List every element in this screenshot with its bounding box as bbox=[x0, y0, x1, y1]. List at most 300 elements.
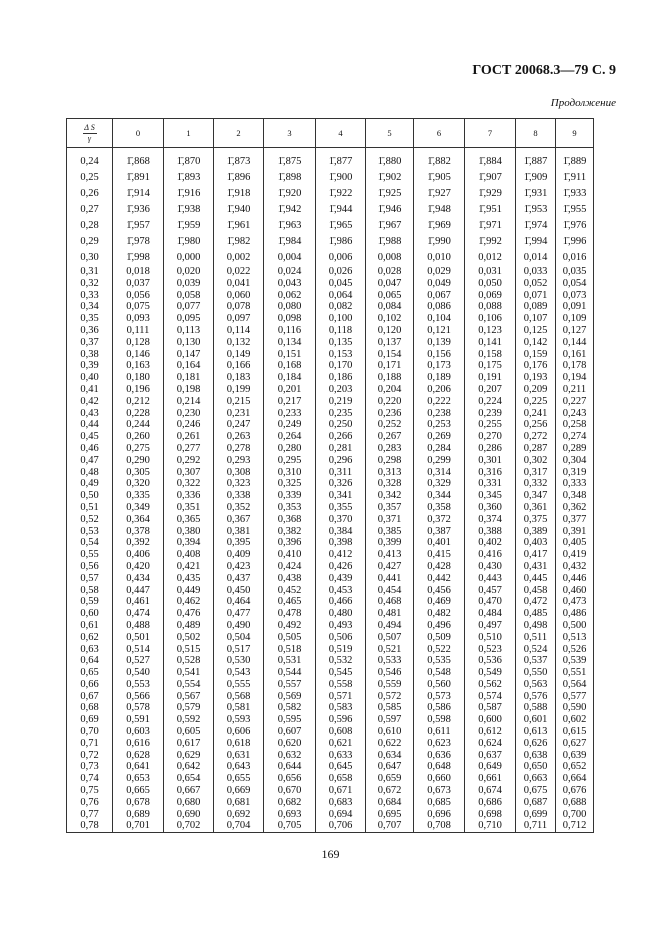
table-cell: 0,156 bbox=[414, 349, 465, 361]
table-cell: 0,462 bbox=[164, 596, 214, 608]
table-cell: 0,480 bbox=[316, 608, 366, 620]
row-key: 0,73 bbox=[67, 761, 113, 773]
table-row bbox=[67, 667, 594, 679]
row-key: 0,56 bbox=[67, 561, 113, 573]
table-cell: 0,183 bbox=[214, 372, 264, 384]
table-cell: 0,097 bbox=[214, 313, 264, 325]
row-key: 0,53 bbox=[67, 526, 113, 538]
table-row bbox=[67, 620, 594, 632]
row-key: 0,47 bbox=[67, 455, 113, 467]
table-cell: 1̄,936 bbox=[113, 202, 164, 218]
table-cell: 0,186 bbox=[316, 372, 366, 384]
table-cell: 0,707 bbox=[366, 820, 414, 832]
table-cell: 0,430 bbox=[465, 561, 516, 573]
table-cell: 0,258 bbox=[556, 419, 594, 431]
table-cell: 1̄,955 bbox=[556, 202, 594, 218]
table-cell: 0,678 bbox=[113, 797, 164, 809]
row-key: 0,38 bbox=[67, 349, 113, 361]
table-cell: 0,267 bbox=[366, 431, 414, 443]
table-cell: 0,424 bbox=[264, 561, 316, 573]
column-header: 7 bbox=[465, 119, 516, 148]
table-cell: 0,633 bbox=[316, 750, 366, 762]
table-cell: 0,688 bbox=[556, 797, 594, 809]
table-cell: 0,080 bbox=[264, 301, 316, 313]
table-cell: 0,474 bbox=[113, 608, 164, 620]
table-cell: 0,012 bbox=[465, 250, 516, 266]
table-cell: 0,699 bbox=[516, 809, 556, 821]
table-cell: 0,247 bbox=[214, 419, 264, 431]
table-cell: 0,392 bbox=[113, 537, 164, 549]
table-cell: 0,601 bbox=[516, 714, 556, 726]
table-cell: 0,256 bbox=[516, 419, 556, 431]
table-cell: 0,173 bbox=[414, 360, 465, 372]
table-cell: 0,530 bbox=[214, 655, 264, 667]
table-cell: 0,593 bbox=[214, 714, 264, 726]
table-cell: 0,669 bbox=[214, 785, 264, 797]
row-key: 0,54 bbox=[67, 537, 113, 549]
table-cell: 0,500 bbox=[556, 620, 594, 632]
table-row bbox=[67, 632, 594, 644]
table-cell: 0,557 bbox=[264, 679, 316, 691]
table-cell: 0,490 bbox=[214, 620, 264, 632]
table-cell: 0,264 bbox=[264, 431, 316, 443]
row-key: 0,37 bbox=[67, 337, 113, 349]
table-cell: 0,241 bbox=[516, 408, 556, 420]
table-cell: 0,039 bbox=[164, 278, 214, 290]
table-cell: 1̄,982 bbox=[214, 234, 264, 250]
table-cell: 0,592 bbox=[164, 714, 214, 726]
table-cell: 0,194 bbox=[556, 372, 594, 384]
row-key: 0,24 bbox=[67, 154, 113, 170]
table-cell: 0,296 bbox=[316, 455, 366, 467]
table-cell: 0,228 bbox=[113, 408, 164, 420]
table-cell: 0,539 bbox=[556, 655, 594, 667]
table-cell: 0,504 bbox=[214, 632, 264, 644]
row-key: 0,65 bbox=[67, 667, 113, 679]
row-key: 0,59 bbox=[67, 596, 113, 608]
table-cell: 0,170 bbox=[316, 360, 366, 372]
table-cell: 0,629 bbox=[164, 750, 214, 762]
table-cell: 0,694 bbox=[316, 809, 366, 821]
table-cell: 0,544 bbox=[264, 667, 316, 679]
table-cell: 0,093 bbox=[113, 313, 164, 325]
table-cell: 0,661 bbox=[465, 773, 516, 785]
table-cell: 0,394 bbox=[164, 537, 214, 549]
table-cell: 0,528 bbox=[164, 655, 214, 667]
table-cell: 0,550 bbox=[516, 667, 556, 679]
row-key: 0,58 bbox=[67, 585, 113, 597]
table-cell: 0,320 bbox=[113, 478, 164, 490]
table-cell: 1̄,887 bbox=[516, 154, 556, 170]
table-cell: 0,344 bbox=[414, 490, 465, 502]
table-cell: 0,078 bbox=[214, 301, 264, 313]
table-cell: 0,658 bbox=[316, 773, 366, 785]
table-row bbox=[67, 170, 594, 186]
table-cell: 1̄,957 bbox=[113, 218, 164, 234]
table-cell: 0,325 bbox=[264, 478, 316, 490]
table-cell: 1̄,994 bbox=[516, 234, 556, 250]
table-cell: 0,128 bbox=[113, 337, 164, 349]
row-key: 0,52 bbox=[67, 514, 113, 526]
table-cell: 0,372 bbox=[414, 514, 465, 526]
table-cell: 0,123 bbox=[465, 325, 516, 337]
table-cell: 0,616 bbox=[113, 738, 164, 750]
table-cell: 0,349 bbox=[113, 502, 164, 514]
table-cell: 0,277 bbox=[164, 443, 214, 455]
table-cell: 0,549 bbox=[465, 667, 516, 679]
column-header: 5 bbox=[366, 119, 414, 148]
page-number: 169 bbox=[321, 847, 340, 861]
table-cell: 0,535 bbox=[414, 655, 465, 667]
table-cell: 0,505 bbox=[264, 632, 316, 644]
row-key: 0,66 bbox=[67, 679, 113, 691]
table-cell: 0,062 bbox=[264, 290, 316, 302]
table-cell: 0,368 bbox=[264, 514, 316, 526]
table-row bbox=[67, 419, 594, 431]
table-cell: 0,222 bbox=[414, 396, 465, 408]
table-cell: 1̄,884 bbox=[465, 154, 516, 170]
table-cell: 1̄,967 bbox=[366, 218, 414, 234]
table-cell: 0,246 bbox=[164, 419, 214, 431]
table-cell: 0,314 bbox=[414, 467, 465, 479]
table-cell: 0,610 bbox=[366, 726, 414, 738]
table-cell: 0,645 bbox=[316, 761, 366, 773]
table-cell: 0,577 bbox=[556, 691, 594, 703]
table-cell: 0,255 bbox=[465, 419, 516, 431]
table-cell: 0,203 bbox=[316, 384, 366, 396]
table-cell: 0,214 bbox=[164, 396, 214, 408]
table-cell: 0,510 bbox=[465, 632, 516, 644]
table-cell: 0,299 bbox=[414, 455, 465, 467]
table-cell: 0,438 bbox=[264, 573, 316, 585]
table-row bbox=[67, 785, 594, 797]
table-cell: 1̄,980 bbox=[164, 234, 214, 250]
table-cell: 0,681 bbox=[214, 797, 264, 809]
corner-top-label: Δ S bbox=[84, 122, 95, 132]
table-cell: 0,065 bbox=[366, 290, 414, 302]
table-cell: 0,181 bbox=[164, 372, 214, 384]
table-cell: 0,382 bbox=[264, 526, 316, 538]
table-row bbox=[67, 773, 594, 785]
table-cell: 1̄,877 bbox=[316, 154, 366, 170]
table-cell: 0,558 bbox=[316, 679, 366, 691]
table-row bbox=[67, 266, 594, 278]
table-cell: 0,243 bbox=[556, 408, 594, 420]
table-row bbox=[67, 761, 594, 773]
table-cell: 0,362 bbox=[556, 502, 594, 514]
table-cell: 0,024 bbox=[264, 266, 316, 278]
row-key: 0,63 bbox=[67, 644, 113, 656]
table-cell: 0,605 bbox=[164, 726, 214, 738]
table-cell: 0,680 bbox=[164, 797, 214, 809]
table-cell: 0,673 bbox=[414, 785, 465, 797]
table-cell: 1̄,953 bbox=[516, 202, 556, 218]
table-cell: 0,622 bbox=[366, 738, 414, 750]
table-cell: 0,532 bbox=[316, 655, 366, 667]
table-cell: 0,082 bbox=[316, 301, 366, 313]
table-cell: 0,482 bbox=[414, 608, 465, 620]
table-cell: 0,071 bbox=[516, 290, 556, 302]
table-cell: 0,623 bbox=[414, 738, 465, 750]
table-cell: 0,261 bbox=[164, 431, 214, 443]
table-cell: 0,149 bbox=[214, 349, 264, 361]
table-cell: 0,606 bbox=[214, 726, 264, 738]
table-cell: 0,621 bbox=[316, 738, 366, 750]
table-row bbox=[67, 431, 594, 443]
continuation-label: Продолжение bbox=[550, 97, 616, 109]
row-key: 0,26 bbox=[67, 186, 113, 202]
table-cell: 0,272 bbox=[516, 431, 556, 443]
table-cell: 0,281 bbox=[316, 443, 366, 455]
table-row bbox=[67, 408, 594, 420]
table-cell: 1̄,868 bbox=[113, 154, 164, 170]
table-cell: 0,360 bbox=[465, 502, 516, 514]
table-cell: 0,579 bbox=[164, 702, 214, 714]
table-cell: 0,572 bbox=[366, 691, 414, 703]
table-cell: 0,045 bbox=[316, 278, 366, 290]
table-cell: 0,644 bbox=[264, 761, 316, 773]
table-cell: 0,010 bbox=[414, 250, 465, 266]
table-row bbox=[67, 526, 594, 538]
table-cell: 0,037 bbox=[113, 278, 164, 290]
table-cell: 0,559 bbox=[366, 679, 414, 691]
table-cell: 0,649 bbox=[465, 761, 516, 773]
table-cell: 0,311 bbox=[316, 467, 366, 479]
table-cell: 0,711 bbox=[516, 820, 556, 832]
table-cell: 0,492 bbox=[264, 620, 316, 632]
table-cell: 0,056 bbox=[113, 290, 164, 302]
row-key: 0,39 bbox=[67, 360, 113, 372]
table-cell: 0,352 bbox=[214, 502, 264, 514]
column-header: 8 bbox=[516, 119, 556, 148]
table-cell: 0,624 bbox=[465, 738, 516, 750]
table-cell: 0,578 bbox=[113, 702, 164, 714]
table-cell: 0,341 bbox=[316, 490, 366, 502]
table-row bbox=[67, 585, 594, 597]
table-cell: 0,377 bbox=[556, 514, 594, 526]
table-cell: 1̄,916 bbox=[164, 186, 214, 202]
table-cell: 0,465 bbox=[264, 596, 316, 608]
row-key: 0,44 bbox=[67, 419, 113, 431]
table-row bbox=[67, 502, 594, 514]
row-key: 0,76 bbox=[67, 797, 113, 809]
table-cell: 0,391 bbox=[556, 526, 594, 538]
table-cell: 0,298 bbox=[366, 455, 414, 467]
table-cell: 0,636 bbox=[414, 750, 465, 762]
table-cell: 0,597 bbox=[366, 714, 414, 726]
table-cell: 0,050 bbox=[465, 278, 516, 290]
table-cell: 0,674 bbox=[465, 785, 516, 797]
table-cell: 0,519 bbox=[316, 644, 366, 656]
table-cell: 0,121 bbox=[414, 325, 465, 337]
table-cell: 0,432 bbox=[556, 561, 594, 573]
table-cell: 0,543 bbox=[214, 667, 264, 679]
table-cell: 1̄,978 bbox=[113, 234, 164, 250]
table-row bbox=[67, 820, 594, 832]
row-key: 0,30 bbox=[67, 250, 113, 266]
table-cell: 1̄,925 bbox=[366, 186, 414, 202]
table-cell: 0,371 bbox=[366, 514, 414, 526]
table-cell: 0,634 bbox=[366, 750, 414, 762]
table-cell: 0,219 bbox=[316, 396, 366, 408]
table-cell: 1̄,898 bbox=[264, 170, 316, 186]
table-cell: 0,454 bbox=[366, 585, 414, 597]
table-cell: 0,008 bbox=[366, 250, 414, 266]
table-cell: 0,329 bbox=[414, 478, 465, 490]
table-cell: 0,215 bbox=[214, 396, 264, 408]
table-cell: 1̄,961 bbox=[214, 218, 264, 234]
table-cell: 0,595 bbox=[264, 714, 316, 726]
table-cell: 0,388 bbox=[465, 526, 516, 538]
table-cell: 0,204 bbox=[366, 384, 414, 396]
table-cell: 0,607 bbox=[264, 726, 316, 738]
column-header: 9 bbox=[556, 119, 594, 148]
table-cell: 0,022 bbox=[214, 266, 264, 278]
table-cell: 0,700 bbox=[556, 809, 594, 821]
table-cell: 0,548 bbox=[414, 667, 465, 679]
table-cell: 0,576 bbox=[516, 691, 556, 703]
table-cell: 0,295 bbox=[264, 455, 316, 467]
table-cell: 0,567 bbox=[164, 691, 214, 703]
table-cell: 0,527 bbox=[113, 655, 164, 667]
table-cell: 0,175 bbox=[465, 360, 516, 372]
table-cell: 0,073 bbox=[556, 290, 594, 302]
table-cell: 0,447 bbox=[113, 585, 164, 597]
table-cell: 1̄,873 bbox=[214, 154, 264, 170]
table-cell: 0,682 bbox=[264, 797, 316, 809]
table-cell: 0,355 bbox=[316, 502, 366, 514]
table-cell: 0,555 bbox=[214, 679, 264, 691]
table-cell: 0,531 bbox=[264, 655, 316, 667]
column-header: 1 bbox=[164, 119, 214, 148]
row-key: 0,61 bbox=[67, 620, 113, 632]
table-cell: 0,426 bbox=[316, 561, 366, 573]
row-key: 0,25 bbox=[67, 170, 113, 186]
table-cell: 0,220 bbox=[366, 396, 414, 408]
table-cell: 0,304 bbox=[556, 455, 594, 467]
table-cell: 0,305 bbox=[113, 467, 164, 479]
table-cell: 0,686 bbox=[465, 797, 516, 809]
table-row bbox=[67, 218, 594, 234]
table-row bbox=[67, 234, 594, 250]
table-cell: 0,075 bbox=[113, 301, 164, 313]
table-cell: 1̄,974 bbox=[516, 218, 556, 234]
table-cell: 0,217 bbox=[264, 396, 316, 408]
table-cell: 1̄,902 bbox=[366, 170, 414, 186]
table-cell: 0,553 bbox=[113, 679, 164, 691]
table-cell: 0,109 bbox=[556, 313, 594, 325]
table-cell: 0,676 bbox=[556, 785, 594, 797]
table-cell: 0,111 bbox=[113, 325, 164, 337]
table-cell: 0,260 bbox=[113, 431, 164, 443]
table-cell: 0,289 bbox=[556, 443, 594, 455]
table-row bbox=[67, 726, 594, 738]
table-cell: 0,029 bbox=[414, 266, 465, 278]
table-cell: 0,380 bbox=[164, 526, 214, 538]
table-cell: 0,706 bbox=[316, 820, 366, 832]
row-key: 0,75 bbox=[67, 785, 113, 797]
table-cell: 0,472 bbox=[516, 596, 556, 608]
row-key: 0,70 bbox=[67, 726, 113, 738]
table-cell: 0,502 bbox=[164, 632, 214, 644]
row-key: 0,74 bbox=[67, 773, 113, 785]
table-cell: 0,406 bbox=[113, 549, 164, 561]
table-cell: 0,158 bbox=[465, 349, 516, 361]
table-cell: 1̄,933 bbox=[556, 186, 594, 202]
table-cell: 1̄,927 bbox=[414, 186, 465, 202]
table-cell: 0,632 bbox=[264, 750, 316, 762]
table-cell: 1̄,880 bbox=[366, 154, 414, 170]
table-cell: 0,428 bbox=[414, 561, 465, 573]
table-cell: 1̄,996 bbox=[556, 234, 594, 250]
row-key: 0,41 bbox=[67, 384, 113, 396]
table-cell: 0,189 bbox=[414, 372, 465, 384]
table-cell: 0,639 bbox=[556, 750, 594, 762]
table-cell: 0,374 bbox=[465, 514, 516, 526]
table-cell: 0,564 bbox=[556, 679, 594, 691]
table-cell: 0,378 bbox=[113, 526, 164, 538]
table-cell: 0,364 bbox=[113, 514, 164, 526]
table-cell: 0,052 bbox=[516, 278, 556, 290]
table-cell: 0,077 bbox=[164, 301, 214, 313]
table-cell: 0,244 bbox=[113, 419, 164, 431]
table-cell: 1̄,990 bbox=[414, 234, 465, 250]
table-cell: 1̄,914 bbox=[113, 186, 164, 202]
table-cell: 0,712 bbox=[556, 820, 594, 832]
table-cell: 0,486 bbox=[556, 608, 594, 620]
table-row bbox=[67, 313, 594, 325]
table-cell: 0,526 bbox=[556, 644, 594, 656]
table-cell: 0,412 bbox=[316, 549, 366, 561]
table-cell: 0,118 bbox=[316, 325, 366, 337]
table-cell: 0,670 bbox=[264, 785, 316, 797]
table-cell: 1̄,929 bbox=[465, 186, 516, 202]
table-cell: 0,643 bbox=[214, 761, 264, 773]
table-cell: 0,464 bbox=[214, 596, 264, 608]
table-cell: 0,370 bbox=[316, 514, 366, 526]
table-row bbox=[67, 250, 594, 266]
table-cell: 0,144 bbox=[556, 337, 594, 349]
table-cell: 0,114 bbox=[214, 325, 264, 337]
table-row bbox=[67, 596, 594, 608]
row-key: 0,62 bbox=[67, 632, 113, 644]
table-cell: 0,252 bbox=[366, 419, 414, 431]
table-cell: 0,540 bbox=[113, 667, 164, 679]
table-cell: 0,188 bbox=[366, 372, 414, 384]
table-cell: 0,569 bbox=[264, 691, 316, 703]
table-cell: 0,328 bbox=[366, 478, 414, 490]
table-cell: 0,456 bbox=[414, 585, 465, 597]
table-cell: 0,163 bbox=[113, 360, 164, 372]
table-cell: 1̄,938 bbox=[164, 202, 214, 218]
table-cell: 0,642 bbox=[164, 761, 214, 773]
table-row bbox=[67, 455, 594, 467]
table-cell: 0,154 bbox=[366, 349, 414, 361]
table-cell: 0,191 bbox=[465, 372, 516, 384]
table-cell: 0,184 bbox=[264, 372, 316, 384]
table-cell: 0,275 bbox=[113, 443, 164, 455]
row-key: 0,28 bbox=[67, 218, 113, 234]
table-cell: 0,648 bbox=[414, 761, 465, 773]
table-cell: 0,316 bbox=[465, 467, 516, 479]
row-key: 0,33 bbox=[67, 290, 113, 302]
table-cell: 0,086 bbox=[414, 301, 465, 313]
table-cell: 0,231 bbox=[214, 408, 264, 420]
column-header: 2 bbox=[214, 119, 264, 148]
table-cell: 0,139 bbox=[414, 337, 465, 349]
table-cell: 0,521 bbox=[366, 644, 414, 656]
table-cell: 0,000 bbox=[164, 250, 214, 266]
